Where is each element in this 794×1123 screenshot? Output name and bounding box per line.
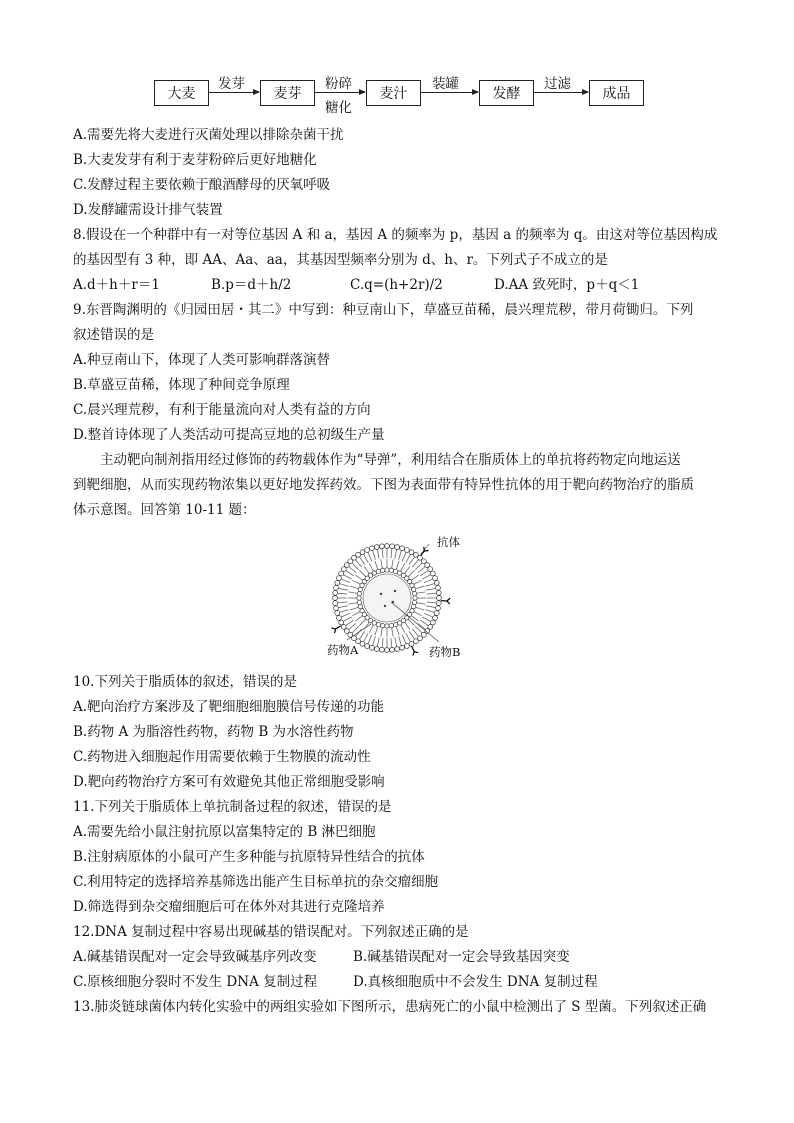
lipid-head-outer bbox=[374, 545, 379, 550]
lipid-head-inner bbox=[380, 623, 384, 627]
q10-stem: 10.下列关于脂质体的叙述，错误的是 bbox=[73, 674, 297, 690]
q8-option-d: D.AA 致死时，p＋q＜1 bbox=[494, 277, 640, 293]
drug-b-particle bbox=[394, 590, 396, 592]
passage-line2: 到靶细胞，从而实现药物浓集以更好地发挥药效。下图为表面带有特异性抗体的用于靶向药物治疗的脂质 bbox=[73, 477, 694, 493]
lipid-head-outer bbox=[413, 639, 418, 644]
flow-box-ferment: 发酵 bbox=[479, 80, 534, 106]
passage-line1: 主动靶向制剂指用经过修饰的药物载体作为“导弹”，利用结合在脂质体上的单抗将药物定向地运送 bbox=[100, 452, 681, 468]
lipid-head-outer bbox=[428, 624, 433, 629]
q9-option-c: C.晨兴理荒秽，有利于能量流向对人类有益的方向 bbox=[73, 402, 371, 418]
lipid-head-inner bbox=[385, 568, 389, 572]
label-antibody: 抗体 bbox=[437, 535, 460, 549]
flow-label-crush: 粉碎 bbox=[325, 76, 352, 92]
lipid-head-outer bbox=[409, 550, 414, 555]
flow-label-saccharify: 糖化 bbox=[325, 100, 352, 116]
lipid-head-outer bbox=[425, 563, 430, 568]
lipid-head-outer bbox=[370, 546, 375, 551]
lipid-head-outer bbox=[374, 647, 379, 652]
lipid-head-outer bbox=[418, 636, 423, 641]
antibody-stem bbox=[421, 551, 425, 556]
lipid-head-outer bbox=[436, 606, 441, 611]
q10-option-d: D.靶向药物治疗方案可有效避免其他正常细胞受影响 bbox=[73, 774, 385, 790]
lipid-head-outer bbox=[360, 641, 365, 646]
q7-option-a: A.需要先将大麦进行灭菌处理以排除杂菌干扰 bbox=[73, 127, 344, 143]
lipid-head-outer bbox=[437, 596, 442, 601]
q11-option-a: A.需要先给小鼠注射抗原以富集特定的 B 淋巴细胞 bbox=[73, 824, 376, 840]
flow-box-barley: 大麦 bbox=[154, 80, 209, 106]
drug-b-particle bbox=[384, 605, 386, 607]
q8-option-b: B.p＝d＋h/2 bbox=[211, 277, 292, 293]
q10-option-c: C.药物进入细胞起作用需要依赖于生物膜的流动性 bbox=[73, 749, 371, 765]
q10-option-b: B.药物 A 为脂溶性药物，药物 B 为水溶性药物 bbox=[73, 724, 354, 740]
lipid-head-outer bbox=[433, 615, 438, 620]
q7-option-d: D.发酵罐需设计排气装置 bbox=[73, 202, 223, 218]
lipid-head-outer bbox=[335, 611, 340, 616]
lipid-head-outer bbox=[404, 644, 409, 649]
lipid-head-inner bbox=[393, 622, 397, 626]
lipid-head-outer bbox=[395, 545, 400, 550]
antibody-arm bbox=[414, 651, 418, 652]
process-flow-diagram bbox=[154, 72, 644, 116]
lipid-head-outer bbox=[400, 645, 405, 650]
lipid-head-inner bbox=[412, 600, 416, 604]
lipid-head-inner bbox=[412, 591, 416, 595]
flow-arrow-1 bbox=[208, 92, 259, 93]
lipid-head-outer bbox=[341, 624, 346, 629]
aqueous-core bbox=[363, 574, 411, 622]
q12-options-row2 bbox=[73, 973, 598, 991]
lipid-head-outer bbox=[344, 629, 349, 634]
q8-option-c: C.q=(h+2r)/2 bbox=[350, 277, 443, 293]
lipid-head-outer bbox=[339, 620, 344, 625]
q9-option-d: D.整首诗体现了人类活动可提高豆地的总初级生产量 bbox=[73, 427, 385, 443]
lipid-head-outer bbox=[335, 581, 340, 586]
q11-option-d: D.筛选得到杂交瘤细胞后可在体外对其进行克隆培养 bbox=[73, 899, 385, 915]
q12-option-c: C.原核细胞分裂时不发生 DNA 复制过程 bbox=[73, 974, 318, 990]
q13-stem: 13.肺炎链球菌体内转化实验中的两组实验如下图所示，患病死亡的小鼠中检测出了 S 型菌。下列叙述正确 bbox=[73, 999, 707, 1015]
lipid-head-outer bbox=[333, 596, 338, 601]
q12-options-row1 bbox=[73, 948, 570, 966]
lipid-head-outer bbox=[385, 648, 390, 653]
q8-options bbox=[73, 276, 639, 294]
lipid-head-outer bbox=[360, 550, 365, 555]
flow-label-filter: 过滤 bbox=[544, 76, 571, 92]
antibody-arm bbox=[447, 601, 450, 604]
antibody-stem bbox=[411, 646, 414, 651]
lipid-head-outer bbox=[436, 591, 441, 596]
lipid-head-inner bbox=[385, 624, 389, 628]
q12-option-a: A.碱基错误配对一定会导致碱基序列改变 bbox=[73, 949, 317, 965]
q10-option-a: A.靶向治疗方案涉及了靶细胞细胞膜信号传递的功能 bbox=[73, 699, 385, 715]
label-drug-a: 药物A bbox=[327, 643, 359, 657]
lipid-head-inner bbox=[357, 591, 361, 595]
q11-option-b: B.注射病原体的小鼠可产生多种能与抗原特异性结合的抗体 bbox=[73, 849, 425, 865]
passage-line3: 体示意图。回答第 10-11 题： bbox=[73, 502, 256, 518]
lipid-head-inner bbox=[389, 568, 393, 572]
lipid-head-outer bbox=[380, 544, 385, 549]
q11-stem: 11.下列关于脂质体上单抗制备过程的叙述，错误的是 bbox=[73, 799, 392, 815]
leader-drug-a bbox=[347, 624, 371, 640]
q12-stem: 12.DNA 复制过程中容易出现碱基的错误配对。下列叙述正确的是 bbox=[73, 924, 469, 940]
lipid-head-outer bbox=[400, 546, 405, 551]
lipid-head-inner bbox=[413, 596, 417, 600]
antibody-arm bbox=[335, 629, 336, 633]
q12-option-d: D.真核细胞质中不会发生 DNA 复制过程 bbox=[353, 974, 598, 990]
lipid-head-outer bbox=[333, 601, 338, 606]
q9-stem-line2: 叙述错误的是 bbox=[73, 327, 154, 343]
lipid-head-outer bbox=[409, 641, 414, 646]
lipid-head-outer bbox=[430, 620, 435, 625]
lipid-head-outer bbox=[433, 576, 438, 581]
lipid-head-outer bbox=[333, 591, 338, 596]
lipid-head-outer bbox=[334, 606, 339, 611]
q9-stem-line1: 9.东晋陶渊明的《归园田居・其二》中写到：种豆南山下，草盛豆苗稀，晨兴理荒秽，带月荷锄归。下列 bbox=[73, 302, 694, 318]
q8-option-a: A.d＋h＋r＝1 bbox=[73, 277, 160, 293]
lipid-head-outer bbox=[365, 548, 370, 553]
antibody-arm bbox=[447, 598, 450, 601]
lipid-head-outer bbox=[390, 647, 395, 652]
lipid-head-outer bbox=[404, 548, 409, 553]
q7-option-b: B.大麦发芽有利于麦芽粉碎后更好地糖化 bbox=[73, 152, 317, 168]
lipid-head-outer bbox=[434, 581, 439, 586]
liposome-figure bbox=[325, 536, 465, 660]
lipid-head-outer bbox=[430, 571, 435, 576]
antibody-arm bbox=[413, 651, 414, 655]
lipid-head-outer bbox=[352, 555, 357, 560]
flow-arrow-3 bbox=[420, 92, 478, 93]
lipid-head-outer bbox=[365, 644, 370, 649]
lipid-head-inner bbox=[389, 623, 393, 627]
lipid-head-inner bbox=[357, 596, 361, 600]
lipid-head-outer bbox=[337, 615, 342, 620]
drug-b-particle bbox=[380, 593, 382, 595]
antibody-arm bbox=[331, 628, 335, 629]
q8-stem-line1: 8.假设在一个种群中有一对等位基因 A 和 a，基因 A 的频率为 p，基因 a 的频率为 q。由这对等位基因构成 bbox=[73, 227, 718, 243]
lipid-head-outer bbox=[395, 647, 400, 652]
lipid-head-outer bbox=[436, 585, 441, 590]
q8-stem-line2: 的基因型有 3 种，即 AA、Aa、aa，其基因型频率分别为 d、h、r。下列式子不成立的是 bbox=[73, 252, 608, 268]
lipid-head-outer bbox=[339, 571, 344, 576]
q11-option-c: C.利用特定的选择培养基筛选出能产生目标单抗的杂交瘤细胞 bbox=[73, 874, 439, 890]
leader-antibody bbox=[421, 544, 429, 554]
lipid-head-outer bbox=[436, 601, 441, 606]
q9-option-b: B.草盛豆苗稀，体现了种间竞争原理 bbox=[73, 377, 290, 393]
lipid-head-outer bbox=[434, 611, 439, 616]
q7-option-c: C.发酵过程主要依赖于酿酒酵母的厌氧呼吸 bbox=[73, 177, 331, 193]
flow-label-canning: 装罐 bbox=[432, 76, 459, 92]
flow-box-malt: 麦芽 bbox=[260, 80, 315, 106]
lipid-head-outer bbox=[385, 544, 390, 549]
lipid-head-outer bbox=[413, 552, 418, 557]
lipid-head-inner bbox=[411, 587, 415, 591]
flow-arrow-4 bbox=[533, 92, 588, 93]
flow-arrow-2 bbox=[314, 92, 365, 93]
lipid-head-outer bbox=[334, 585, 339, 590]
lipid-head-inner bbox=[380, 568, 384, 572]
q12-option-b: B.碱基错误配对一定会导致基因突变 bbox=[353, 949, 570, 965]
lipid-head-outer bbox=[356, 552, 361, 557]
lipid-head-outer bbox=[370, 645, 375, 650]
lipid-head-outer bbox=[428, 567, 433, 572]
flow-box-wort: 麦汁 bbox=[366, 80, 421, 106]
lipid-head-outer bbox=[341, 567, 346, 572]
label-drug-b: 药物B bbox=[429, 645, 461, 659]
lipid-head-outer bbox=[390, 544, 395, 549]
lipid-head-inner bbox=[358, 604, 362, 608]
antibody-stem bbox=[336, 626, 341, 629]
lipid-head-inner bbox=[376, 569, 380, 573]
lipid-head-inner bbox=[357, 600, 361, 604]
flow-label-germinate: 发芽 bbox=[218, 76, 245, 92]
lipid-head-outer bbox=[380, 647, 385, 652]
lipid-head-outer bbox=[337, 576, 342, 581]
flow-box-product: 成品 bbox=[589, 80, 644, 106]
q9-option-a: A.种豆南山下，体现了人类可影响群落演替 bbox=[73, 352, 331, 368]
